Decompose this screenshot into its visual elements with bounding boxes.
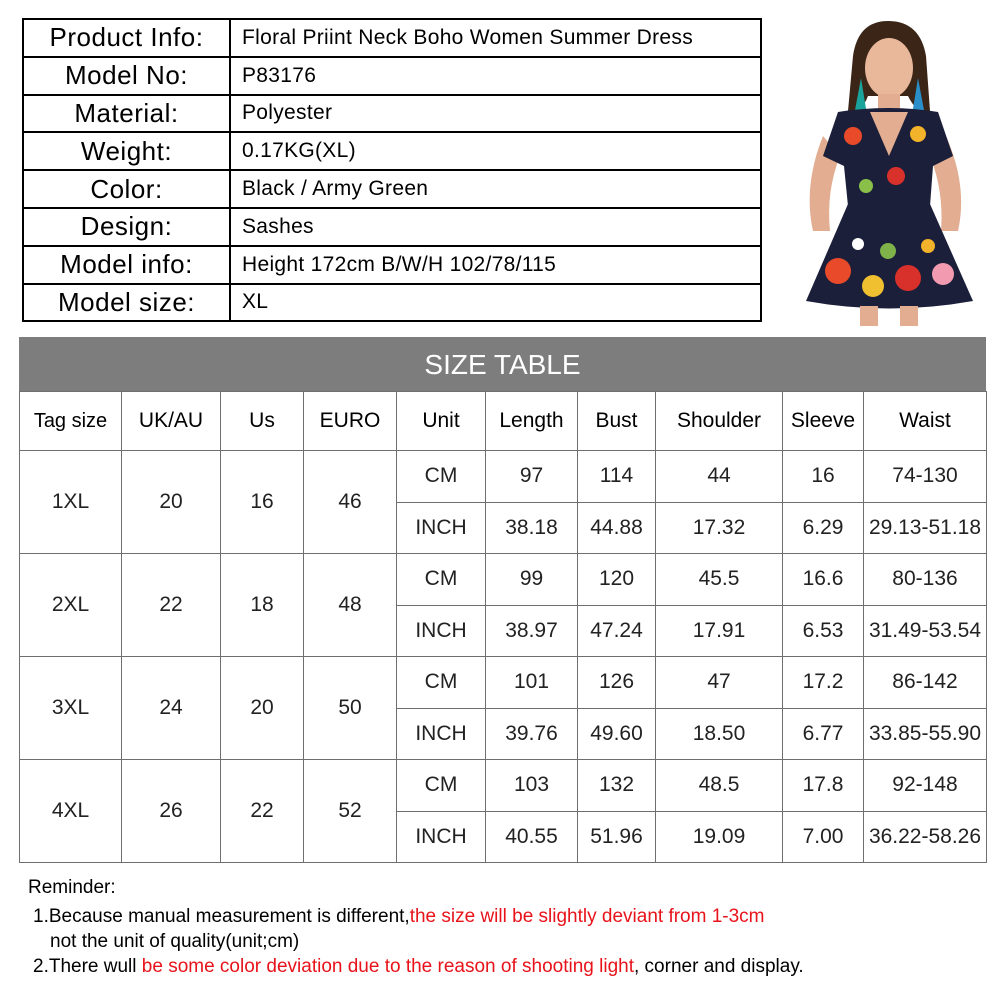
size-table <box>19 391 987 863</box>
measurement-cell: 49.60 <box>578 708 656 760</box>
size-cell-tag: 2XL <box>20 554 122 657</box>
measurement-cell: 33.85-55.90 <box>864 708 987 760</box>
column-header: Sleeve <box>783 392 864 451</box>
product-info-label: Material: <box>23 95 230 133</box>
measurement-cell: 132 <box>578 760 656 812</box>
column-header: Waist <box>864 392 987 451</box>
measurement-cell: 17.2 <box>783 657 864 709</box>
size-cell-us: 20 <box>221 657 304 760</box>
measurement-cell: 74-130 <box>864 451 987 503</box>
measurement-cell: INCH <box>397 605 486 657</box>
size-row-cm <box>20 760 987 812</box>
column-header: Shoulder <box>656 392 783 451</box>
column-header: UK/AU <box>122 392 221 451</box>
size-row-cm <box>20 451 987 503</box>
measurement-cell: CM <box>397 760 486 812</box>
measurement-cell: 7.00 <box>783 811 864 863</box>
column-header: Bust <box>578 392 656 451</box>
measurement-cell: 38.18 <box>486 502 578 554</box>
column-header: EURO <box>304 392 397 451</box>
product-info-value: XL <box>230 284 761 322</box>
size-table-header-row <box>20 392 987 451</box>
measurement-cell: INCH <box>397 708 486 760</box>
product-info-row <box>23 132 761 170</box>
measurement-cell: 120 <box>578 554 656 606</box>
size-cell-tag: 3XL <box>20 657 122 760</box>
product-info-value: Polyester <box>230 95 761 133</box>
size-cell-us: 18 <box>221 554 304 657</box>
measurement-cell: 45.5 <box>656 554 783 606</box>
reminder-section <box>28 875 988 979</box>
measurement-cell: 48.5 <box>656 760 783 812</box>
measurement-cell: 31.49-53.54 <box>864 605 987 657</box>
measurement-cell: CM <box>397 451 486 503</box>
measurement-cell: 18.50 <box>656 708 783 760</box>
product-info-value: 0.17KG(XL) <box>230 132 761 170</box>
measurement-cell: 39.76 <box>486 708 578 760</box>
reminder-line-2-text-a: 2.There wull <box>33 956 142 977</box>
measurement-cell: 19.09 <box>656 811 783 863</box>
reminder-line-1-continued: not the unit of quality(unit;cm) <box>50 931 300 952</box>
reminder-line-2-highlight: be some color deviation due to the reason of shooting light <box>141 956 634 977</box>
measurement-cell: 6.53 <box>783 605 864 657</box>
product-info-value: Height 172cm B/W/H 102/78/115 <box>230 246 761 284</box>
size-cell-uk: 24 <box>122 657 221 760</box>
measurement-cell: 38.97 <box>486 605 578 657</box>
measurement-cell: 6.29 <box>783 502 864 554</box>
measurement-cell: 80-136 <box>864 554 987 606</box>
measurement-cell: 103 <box>486 760 578 812</box>
measurement-cell: CM <box>397 554 486 606</box>
measurement-cell: INCH <box>397 811 486 863</box>
product-info-value: Black / Army Green <box>230 170 761 208</box>
product-info-label: Model No: <box>23 57 230 95</box>
measurement-cell: 36.22-58.26 <box>864 811 987 863</box>
model-photo <box>768 16 1000 326</box>
column-header: Length <box>486 392 578 451</box>
measurement-cell: 92-148 <box>864 760 987 812</box>
column-header: Tag size <box>20 392 122 451</box>
reminder-line-2-text-b: , corner and display. <box>634 956 804 977</box>
reminder-line-1-text: 1.Because manual measurement is different, <box>33 906 410 927</box>
measurement-cell: 6.77 <box>783 708 864 760</box>
measurement-cell: 44 <box>656 451 783 503</box>
size-row-cm <box>20 554 987 606</box>
product-info-row <box>23 170 761 208</box>
size-cell-tag: 1XL <box>20 451 122 554</box>
measurement-cell: 47 <box>656 657 783 709</box>
size-cell-us: 16 <box>221 451 304 554</box>
measurement-cell: 97 <box>486 451 578 503</box>
measurement-cell: 86-142 <box>864 657 987 709</box>
reminder-title: Reminder: <box>28 877 116 898</box>
product-info-value: P83176 <box>230 57 761 95</box>
product-info-label: Model info: <box>23 246 230 284</box>
product-info-table <box>22 18 762 322</box>
column-header: Us <box>221 392 304 451</box>
product-info-label: Color: <box>23 170 230 208</box>
product-info-row <box>23 284 761 322</box>
measurement-cell: CM <box>397 657 486 709</box>
reminder-line-2 <box>28 954 988 979</box>
measurement-cell: 51.96 <box>578 811 656 863</box>
product-info-row <box>23 95 761 133</box>
product-info-row <box>23 19 761 57</box>
product-info-row <box>23 208 761 246</box>
size-cell-euro: 46 <box>304 451 397 554</box>
size-cell-euro: 48 <box>304 554 397 657</box>
size-cell-uk: 20 <box>122 451 221 554</box>
measurement-cell: 44.88 <box>578 502 656 554</box>
measurement-cell: 16.6 <box>783 554 864 606</box>
product-info-value: Floral Priint Neck Boho Women Summer Dress <box>230 19 761 57</box>
product-info-label: Weight: <box>23 132 230 170</box>
size-cell-us: 22 <box>221 760 304 863</box>
size-row-cm <box>20 657 987 709</box>
reminder-line-1-highlight: the size will be slightly deviant from 1-3cm <box>409 906 765 927</box>
measurement-cell: 29.13-51.18 <box>864 502 987 554</box>
measurement-cell: 17.32 <box>656 502 783 554</box>
measurement-cell: 114 <box>578 451 656 503</box>
measurement-cell: INCH <box>397 502 486 554</box>
measurement-cell: 47.24 <box>578 605 656 657</box>
reminder-line-1 <box>28 904 988 929</box>
product-info-row <box>23 57 761 95</box>
measurement-cell: 99 <box>486 554 578 606</box>
column-header: Unit <box>397 392 486 451</box>
measurement-cell: 101 <box>486 657 578 709</box>
size-cell-euro: 52 <box>304 760 397 863</box>
measurement-cell: 16 <box>783 451 864 503</box>
size-cell-tag: 4XL <box>20 760 122 863</box>
product-info-value: Sashes <box>230 208 761 246</box>
product-info-label: Product Info: <box>23 19 230 57</box>
measurement-cell: 126 <box>578 657 656 709</box>
measurement-cell: 40.55 <box>486 811 578 863</box>
product-info-label: Design: <box>23 208 230 246</box>
measurement-cell: 17.91 <box>656 605 783 657</box>
product-info-label: Model size: <box>23 284 230 322</box>
size-table-title: SIZE TABLE <box>19 337 986 392</box>
size-cell-euro: 50 <box>304 657 397 760</box>
size-cell-uk: 22 <box>122 554 221 657</box>
size-cell-uk: 26 <box>122 760 221 863</box>
measurement-cell: 17.8 <box>783 760 864 812</box>
product-info-row <box>23 246 761 284</box>
